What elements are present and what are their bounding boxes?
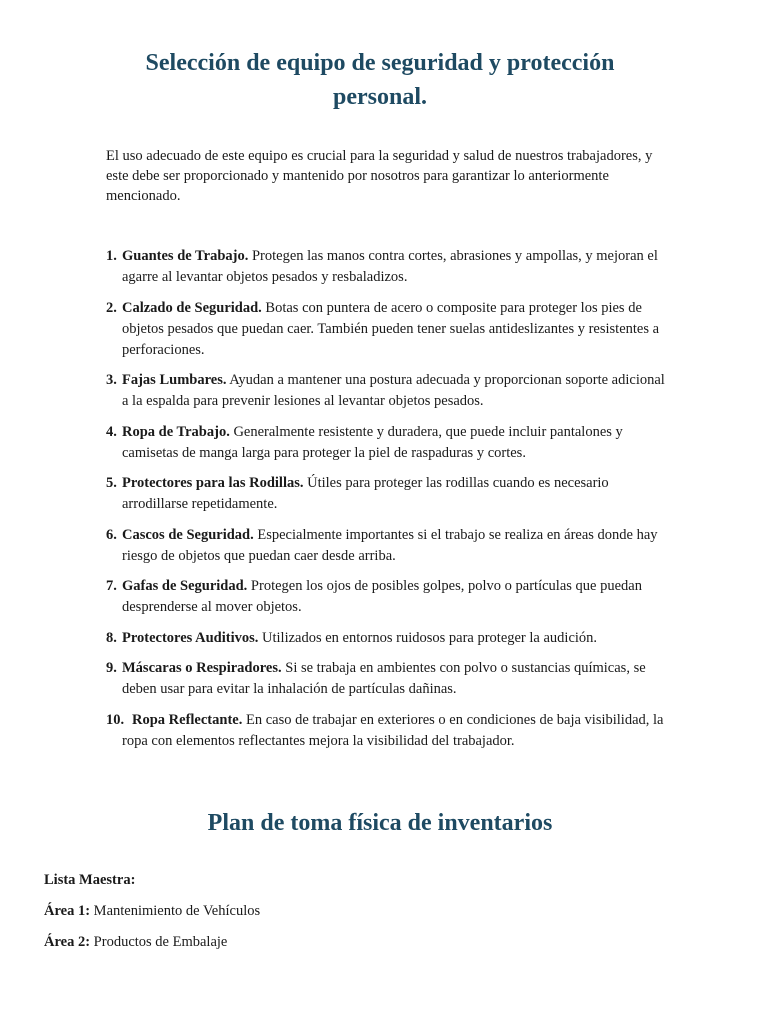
list-item-text: En caso de trabajar en exteriores o en condiciones de baja visibilidad, la ropa con elementos reflectantes mejora la visibilidad del trabajador. (122, 711, 664, 749)
list-item (106, 525, 666, 567)
list-item (106, 576, 666, 618)
list-item-text: Protegen las manos contra cortes, abrasiones y ampollas, y mejoran el agarre al levantar objetos pesados y resbaladizos. (122, 248, 658, 285)
area-label: Área 1: (44, 903, 91, 919)
list-item (106, 473, 666, 515)
list-item (106, 658, 666, 700)
list-item-term: Protectores Auditivos. (122, 629, 259, 646)
list-item-term: Calzado de Seguridad. (122, 299, 262, 316)
list-item-number: 4. (106, 423, 117, 440)
list-item-text: Si se trabaja en ambientes con polvo o sustancias químicas, se deben usar para evitar la inhalación de partículas dañinas. (122, 660, 646, 697)
list-item-number: 3. (106, 372, 117, 388)
list-item (106, 246, 666, 288)
area-value: Mantenimiento de Vehículos (90, 903, 261, 919)
list-item (106, 370, 666, 412)
list-item-number: 2. (106, 299, 117, 316)
list-item-number: 8. (106, 629, 117, 646)
list-item (106, 298, 666, 361)
page-title: Selección de equipo de seguridad y protección personal. (145, 50, 615, 110)
list-item-text: Botas con puntera de acero o composite para proteger los pies de objetos pesados que puedan caer. También pueden tener suelas antideslizantes y resistentes a perforaciones. (122, 299, 660, 358)
list-item-text: Útiles para proteger las rodillas cuando es necesario arrodillarse repetidamente. (122, 475, 609, 512)
list-item-number: 10. (106, 711, 125, 728)
area-line (44, 932, 227, 952)
list-item-term: Guantes de Trabajo. (122, 248, 249, 264)
list-item-text: Protegen los ojos de posibles golpes, polvo o partículas que puedan desprenderse al mover objetos. (122, 578, 642, 615)
area-line (44, 901, 260, 921)
intro-paragraph: El uso adecuado de este equipo es crucial para la seguridad y salud de nuestros trabajadores, y este debe ser proporcionado y mantenido por nosotros para garantizar lo anteriormente mencionado. (106, 148, 653, 204)
list-item-term: Ropa de Trabajo. (122, 423, 230, 440)
list-item-term: Fajas Lumbares. (122, 372, 227, 388)
list-item-number: 9. (106, 660, 117, 676)
list-item-term: Ropa Reflectante. (132, 711, 243, 728)
list-item-number: 6. (106, 526, 117, 543)
ppe-list (106, 246, 666, 761)
list-item-number: 5. (106, 475, 117, 491)
area-value: Productos de Embalaje (90, 934, 228, 950)
list-item-term: Gafas de Seguridad. (122, 578, 248, 594)
area-label: Área 2: (44, 934, 91, 950)
section-title-inventory: Plan de toma física de inventarios (207, 810, 553, 836)
list-item-term: Protectores para las Rodillas. (122, 475, 304, 491)
master-list-heading (44, 870, 135, 890)
list-item-text: Utilizados en entornos ruidosos para proteger la audición. (258, 629, 598, 646)
list-item (106, 710, 666, 752)
list-item-text: Especialmente importantes si el trabajo se realiza en áreas donde hay riesgo de objetos que puedan caer desde arriba. (122, 526, 658, 564)
list-item-number: 1. (106, 248, 117, 264)
list-item (106, 422, 666, 464)
list-item (106, 628, 666, 649)
list-item-term: Cascos de Seguridad. (122, 526, 254, 543)
master-list-label: Lista Maestra: (44, 872, 136, 888)
list-item-text: Ayudan a mantener una postura adecuada y proporcionan soporte adicional a la espalda para prevenir lesiones al levantar objetos pesados. (122, 372, 665, 409)
list-item-number: 7. (106, 578, 117, 594)
list-item-text: Generalmente resistente y duradera, que puede incluir pantalones y camisetas de manga larga para proteger la piel de raspaduras y cortes. (122, 423, 623, 461)
list-item-term: Máscaras o Respiradores. (122, 660, 282, 676)
